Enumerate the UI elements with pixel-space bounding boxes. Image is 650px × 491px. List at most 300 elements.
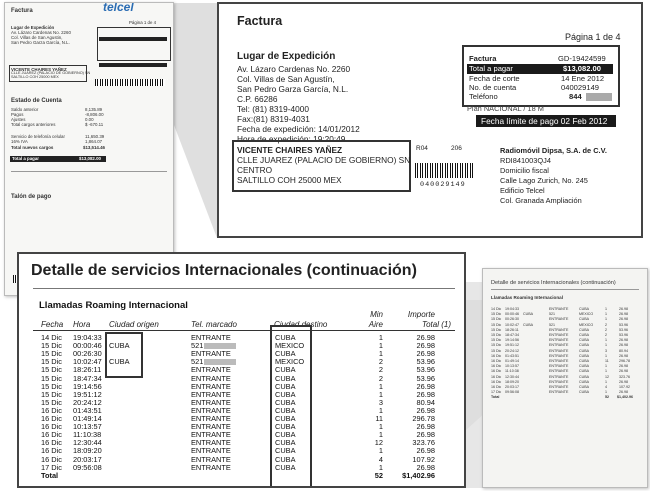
row-min: 1 [378, 462, 383, 472]
row-tel: 521 [191, 342, 236, 350]
thumb-row-cell: ENTRANTE [549, 379, 569, 384]
thumb-row-cell: CUBA [579, 333, 589, 337]
row-importe: 323.76 [412, 438, 435, 448]
thumb-row-cell: 15 Dic [491, 348, 502, 353]
thumb-row-cell: 107.92 [619, 385, 630, 389]
thumb-row-cell: ENTRANTE [549, 348, 569, 353]
thumb-total-bar [99, 37, 167, 41]
thumb-estado-value: 8,135.89 [85, 107, 103, 112]
row-fecha: 17 Dic [41, 462, 62, 472]
thumb-iva-label: 16% IVA [11, 139, 28, 144]
invoice-page-indicator: Página 1 de 4 [565, 32, 621, 42]
thumb-row-cell: CUBA [579, 369, 589, 374]
row-min: 1 [378, 333, 383, 342]
row-hora: 20:03:17 [73, 454, 102, 464]
thumb-total-cell: 52 [605, 395, 609, 400]
row-min: 2 [378, 365, 383, 375]
total-label: Total [41, 470, 59, 480]
row-importe: 26.98 [416, 446, 435, 456]
thumb-row-cell: 19:14:56 [505, 338, 519, 343]
thumb-row-cell: 2 [605, 327, 607, 332]
thumb-total-mes-label: Total nuevos cargos [11, 145, 54, 150]
row-importe: 26.98 [416, 333, 435, 342]
thumb-row-cell: CUBA [579, 359, 589, 363]
thumb-row-cell: CUBA [579, 348, 589, 353]
row-hora: 18:47:34 [73, 373, 102, 383]
thumb-row-cell: 1 [605, 312, 607, 317]
company-line: RDI841003QJ4 [500, 156, 551, 165]
row-min: 1 [378, 430, 383, 440]
thumb-iva-value: 1,864.07 [85, 139, 103, 144]
thumb-row-cell: 12 [605, 374, 609, 379]
thumb-row-cell: CUBA [579, 364, 589, 369]
row-min: 1 [378, 389, 383, 399]
header-rule [33, 330, 455, 331]
detail-thumbnail [482, 268, 648, 488]
row-destino: CUBA [275, 422, 296, 432]
row-min: 1 [378, 349, 383, 359]
row-destino: CUBA [275, 389, 296, 399]
row-fecha: 15 Dic [41, 365, 62, 375]
row-destino: CUBA [275, 381, 296, 391]
thumb-divider [11, 171, 167, 172]
thumb-row-cell: CUBA [579, 343, 589, 348]
row-destino: CUBA [275, 414, 296, 423]
issuer-line: Av. Lázaro Cardenas No. 2260 [237, 64, 351, 74]
thumb-customer-line: SALTILLO COH 25000 MEX [11, 75, 59, 79]
row-importe: 26.98 [416, 405, 435, 415]
issuer-line: C.P. 66286 [237, 94, 278, 104]
thumb-row-cell: 1 [605, 317, 607, 322]
thumb-row-cell: 1 [605, 390, 607, 395]
row-min: 2 [378, 373, 383, 383]
thumb-row-cell: 12:30:44 [505, 374, 519, 379]
row-hora: 18:09:20 [73, 446, 102, 456]
row-tel: ENTRANTE [191, 373, 231, 383]
thumb-row-cell: 26.98 [619, 307, 628, 311]
thumb-issuer-title: Lugar de Expedición [11, 25, 55, 30]
thumb-row-cell: 00:00:46 [505, 312, 519, 317]
row-tel: ENTRANTE [191, 365, 231, 375]
thumb-row-cell: CUBA [579, 307, 589, 311]
summary-label: Fecha de corte [469, 74, 520, 83]
thumb-row-cell: 17 Dic [491, 390, 502, 395]
row-tel: ENTRANTE [191, 454, 231, 464]
thumb-row-cell: 11:10:38 [505, 369, 519, 374]
issuer-line: Col. Villas de San Agustín, [237, 74, 335, 84]
row-destino: CUBA [275, 446, 296, 456]
thumb-summary-box [97, 27, 171, 61]
thumb-row-cell: 53.96 [619, 327, 628, 332]
thumb-total-pagar-value: $13,082.00 [79, 156, 101, 161]
row-hora: 19:14:56 [73, 381, 102, 391]
thumb-row-cell: ENTRANTE [549, 317, 569, 322]
summary-value: 040029149 [561, 83, 600, 92]
thumb-servicio-label: Servicio de telefonía celular [11, 134, 65, 139]
thumb-row-cell: ENTRANTE [549, 359, 569, 363]
row-destino: MEXICO [275, 357, 305, 367]
thumb-total-pagar-label: Total a pagar [12, 156, 39, 161]
thumb-row-cell: 10:13:57 [505, 364, 519, 369]
row-fecha: 16 Dic [41, 405, 62, 415]
thumb-estado-label: Ajustes [11, 117, 26, 122]
thumb-servicio-value: 11,650.39 [85, 134, 105, 139]
thumb-row-cell: 26.98 [619, 343, 628, 348]
thumb-row-cell: 53.96 [619, 333, 628, 337]
row-fecha: 14 Dic [41, 333, 62, 342]
thumb-due-bar [99, 63, 167, 67]
summary-label: Factura [469, 54, 497, 63]
row-tel: ENTRANTE [191, 389, 231, 399]
thumb-issuer-line: Av. Lázaro Cardenas No. 2260 [11, 30, 71, 35]
row-hora: 00:26:30 [73, 349, 102, 359]
company-line: Col. Granada Ampliación [500, 196, 582, 205]
thumb-row-cell: ENTRANTE [549, 385, 569, 389]
thumb-row-cell: 1 [605, 307, 607, 311]
company-name: Radiomóvil Dipsa, S.A. de C.V. [500, 146, 607, 155]
thumb-row-cell: 16 Dic [491, 374, 502, 379]
thumb-row-cell: 4 [605, 385, 607, 389]
thumb-row-cell: 16 Dic [491, 359, 502, 363]
thumb-row-cell: ENTRANTE [549, 374, 569, 379]
row-tel: ENTRANTE [191, 333, 231, 342]
row-tel: ENTRANTE [191, 462, 231, 472]
row-min: 2 [378, 357, 383, 367]
thumb-row-cell: CUBA [523, 322, 533, 327]
row-hora: 01:49:14 [73, 414, 102, 423]
thumb-row-cell: CUBA [579, 317, 589, 322]
col-hora-header: Hora [73, 320, 91, 329]
col-importe-header: Importe [407, 310, 435, 319]
row-min: 12 [374, 438, 383, 448]
row-importe: 26.98 [416, 462, 435, 472]
thumb-row-cell: 1 [605, 379, 607, 384]
col-fecha-header: Fecha [41, 320, 64, 329]
customer-line: CLLE JUAREZ (PALACIO DE GOBIERNO) SN [237, 155, 411, 165]
thumb-row-cell: 53.96 [619, 322, 628, 327]
thumb-row-cell: CUBA [579, 353, 589, 358]
thumb-estado-value: -8,806.00 [85, 112, 104, 117]
invoice-title: Factura [237, 14, 283, 28]
issuer-line: Fax:(81) 8319-4031 [237, 114, 310, 124]
row-fecha: 15 Dic [41, 373, 62, 383]
thumb-row-cell: 16 Dic [491, 364, 502, 369]
issuer-line: Tel: (81) 8319-4000 [237, 104, 309, 114]
thumb-row-cell: 01:49:14 [505, 359, 519, 363]
row-fecha: 15 Dic [41, 397, 62, 407]
thumb-issuer-line: San Pedro Garza García, N.L. [11, 40, 70, 45]
row-destino: CUBA [275, 462, 296, 472]
row-destino: CUBA [275, 373, 296, 383]
row-tel: ENTRANTE [191, 438, 231, 448]
thumb-title: Factura [11, 8, 33, 14]
row-fecha: 15 Dic [41, 389, 62, 399]
thumb-row-cell: 26.98 [619, 353, 628, 358]
row-min: 3 [378, 397, 383, 407]
row-hora: 10:13:57 [73, 422, 102, 432]
thumb-row-cell: 26.98 [619, 364, 628, 369]
col-total-header: Total (1) [421, 320, 451, 329]
issuer-line: Hora de expedición: 19:20:49 [237, 134, 346, 144]
thumb-row-cell: 09:56:08 [505, 390, 519, 395]
company-line: Domicilio fiscal [500, 166, 549, 175]
thumb-row-cell: CUBA [579, 338, 589, 343]
row-destino: CUBA [275, 405, 296, 415]
row-origen: CUBA [109, 341, 130, 351]
thumb-estado-value: 0.00 [85, 117, 94, 122]
thumb-issuer-line: Col. Villas de San Agustin, [11, 35, 63, 40]
row-importe: 26.98 [416, 349, 435, 359]
row-hora: 12:30:44 [73, 438, 102, 448]
row-hora: 19:04:33 [73, 333, 102, 342]
thumb-row-cell: 26.98 [619, 312, 628, 317]
thumb-barcode [95, 79, 165, 86]
thumb-detail-title: Detalle de servicios Internacionales (continuación) [491, 280, 616, 286]
issuer-line: San Pedro Garza García, N.L. [237, 84, 349, 94]
row-hora: 20:24:12 [73, 397, 102, 407]
thumb-row-cell: 521 [549, 322, 555, 327]
row-importe: 53.96 [416, 373, 435, 383]
row-importe: 53.96 [416, 357, 435, 367]
thumb-row-cell: ENTRANTE [549, 353, 569, 358]
total-importe: $1,402.96 [402, 470, 435, 480]
row-min: 11 [375, 414, 383, 423]
thumb-row-cell: MEXICO [579, 322, 594, 327]
thumb-row-cell: 10:02:47 [505, 322, 519, 327]
row-importe: 107.92 [412, 454, 435, 464]
row-fecha: 16 Dic [41, 438, 62, 448]
detail-title: Detalle de servicios Internacionales (continuación) [31, 262, 417, 279]
row-min: 1 [378, 341, 383, 351]
thumb-row-cell: ENTRANTE [549, 333, 569, 337]
title-rule [33, 288, 455, 289]
code-r04: R04 [416, 145, 428, 152]
row-hora: 18:26:11 [73, 365, 102, 375]
thumb-row-cell: CUBA [579, 327, 589, 332]
thumb-row-cell: 15 Dic [491, 327, 502, 332]
col-aire-header: Aire [368, 320, 383, 329]
thumb-row-cell: 18:47:34 [505, 333, 519, 337]
thumb-row-cell: CUBA [579, 385, 589, 389]
thumb-row-cell: 296.78 [619, 359, 630, 363]
thumb-row-cell: 16 Dic [491, 353, 502, 358]
row-destino: CUBA [275, 397, 296, 407]
row-importe: 296.78 [412, 414, 435, 423]
barcode-number: 040029149 [420, 181, 466, 189]
issuer-line: Fecha de expedición: 14/01/2012 [237, 124, 360, 134]
detail-subtitle: Llamadas Roaming Internacional [39, 300, 188, 311]
row-destino: CUBA [275, 438, 296, 448]
summary-value: 14 Ene 2012 [561, 74, 605, 83]
thumb-row-cell: 18:26:11 [505, 327, 519, 332]
row-tel: ENTRANTE [191, 422, 231, 432]
thumb-row-cell: ENTRANTE [549, 369, 569, 374]
row-hora: 11:10:38 [73, 430, 102, 440]
thumb-row-cell: 15 Dic [491, 312, 502, 317]
thumb-row-cell: ENTRANTE [549, 364, 569, 369]
row-importe: 80.94 [416, 397, 435, 407]
row-fecha: 15 Dic [41, 357, 62, 367]
thumb-row-cell: 3 [605, 348, 607, 353]
origen-highlight-box [105, 332, 143, 378]
thumb-row-cell: MEXICO [579, 312, 594, 317]
thumb-row-cell: 15 Dic [491, 317, 502, 322]
thumb-row-cell: 15 Dic [491, 338, 502, 343]
thumb-row-cell: 2 [605, 322, 607, 327]
row-importe: 26.98 [416, 430, 435, 440]
thumb-row-cell: 1 [605, 353, 607, 358]
row-fecha: 16 Dic [41, 430, 62, 440]
row-importe: 26.98 [416, 381, 435, 391]
total-a-pagar-value: $13,082.00 [563, 64, 602, 73]
customer-line: SALTILLO COH 25000 MEX [237, 175, 342, 185]
thumb-row-cell: 18:09:20 [505, 379, 519, 384]
row-destino: CUBA [275, 349, 296, 359]
row-min: 1 [378, 381, 383, 391]
row-tel: ENTRANTE [191, 381, 231, 391]
row-tel: ENTRANTE [191, 446, 231, 456]
address-barcode [415, 163, 473, 178]
thumb-customer-line: CLLE JUAREZ (PALACIO DE GOBIERNO) SN [11, 71, 91, 75]
thumb-row-cell: 1 [605, 369, 607, 374]
row-hora: 01:43:51 [73, 405, 102, 415]
row-destino: CUBA [275, 333, 296, 342]
thumb-page: Página 1 de 4 [129, 20, 157, 25]
thumb-row-cell: ENTRANTE [549, 343, 569, 348]
thumb-row-cell: 15 Dic [491, 343, 502, 348]
telcel-logo: telcel [103, 2, 134, 14]
thumb-row-cell: 20:24:12 [505, 348, 519, 353]
customer-line: CENTRO [237, 165, 273, 175]
row-hora: 10:02:47 [73, 357, 102, 367]
thumb-row-cell: 2 [605, 333, 607, 337]
thumb-row-cell: 521 [549, 312, 555, 317]
thumb-row-cell: 26.98 [619, 379, 628, 384]
col-tel-header: Tel. marcado [191, 320, 237, 329]
thumb-estado-label: Saldo anterior [11, 107, 39, 112]
thumb-talon-title: Talón de pago [11, 194, 52, 200]
row-hora: 00:00:46 [73, 341, 102, 351]
thumb-row-cell: 15 Dic [491, 333, 502, 337]
company-line: Edificio Telcel [500, 186, 545, 195]
row-tel: ENTRANTE [191, 430, 231, 440]
due-date-text: Fecha límite de pago 02 Feb 2012 [481, 116, 608, 126]
thumb-row-cell: 19:04:33 [505, 307, 519, 311]
row-tel: ENTRANTE [191, 397, 231, 407]
thumb-row-cell: 26.98 [619, 390, 628, 395]
row-min: 4 [378, 454, 383, 464]
row-fecha: 15 Dic [41, 341, 62, 351]
thumb-row-cell: 19:51:12 [505, 343, 519, 348]
thumb-customer-name: VICENTE CHAIRES YAÑEZ [11, 67, 67, 72]
summary-label: No. de cuenta [469, 83, 517, 92]
row-hora: 09:56:08 [73, 462, 102, 472]
row-importe: 26.98 [416, 422, 435, 432]
thumb-row-cell: 80.94 [619, 348, 628, 353]
row-destino: CUBA [275, 365, 296, 375]
col-destino-header: Ciudad destino [274, 320, 328, 329]
thumb-row-cell: 323.76 [619, 374, 630, 379]
thumb-row-cell: 20:03:17 [505, 385, 519, 389]
plan-line: Plan NACIONAL / 18 M [467, 104, 544, 113]
issuer-title: Lugar de Expedición [237, 51, 336, 62]
destino-highlight-box [270, 325, 312, 488]
row-min: 1 [378, 446, 383, 456]
row-min: 1 [378, 422, 383, 432]
row-tel: ENTRANTE [191, 414, 231, 423]
row-tel: ENTRANTE [191, 405, 231, 415]
row-fecha: 15 Dic [41, 349, 62, 359]
row-hora: 19:51:12 [73, 389, 102, 399]
row-min: 1 [378, 405, 383, 415]
total-min: 52 [374, 470, 383, 480]
thumb-row-cell: ENTRANTE [549, 390, 569, 395]
thumb-row-cell: CUBA [579, 379, 589, 384]
thumb-total-cell: Total [491, 395, 500, 400]
row-fecha: 16 Dic [41, 454, 62, 464]
row-fecha: 16 Dic [41, 446, 62, 456]
thumb-row-cell: 16 Dic [491, 369, 502, 374]
thumb-estado-title: Estado de Cuenta [11, 98, 62, 104]
total-a-pagar-label: Total a pagar [469, 64, 513, 73]
row-origen: CUBA [109, 357, 130, 367]
phone-prefix: 844 [569, 92, 582, 101]
thumb-row-cell: 1 [605, 338, 607, 343]
customer-name: VICENTE CHAIRES YAÑEZ [237, 145, 343, 155]
thumb-detail-subtitle: Llamadas Roaming Internacional [491, 295, 563, 300]
detail-zoom-panel [17, 252, 466, 488]
thumb-row-cell: ENTRANTE [549, 307, 569, 311]
thumb-row-cell: 26.98 [619, 338, 628, 343]
thumb-estado-label: Pagos [11, 112, 24, 117]
row-fecha: 16 Dic [41, 422, 62, 432]
invoice-zoom-panel [217, 2, 643, 238]
thumb-row-cell: 1 [605, 364, 607, 369]
row-destino: MEXICO [275, 341, 305, 351]
phone-redacted [586, 93, 612, 101]
thumb-total-mes-value: $13,514.46 [83, 145, 105, 150]
thumb-estado-label: Total cargos anteriores [11, 122, 56, 127]
thumb-detail-rule [491, 289, 639, 290]
thumb-row-cell: CUBA [579, 390, 589, 395]
row-fecha: 16 Dic [41, 414, 62, 423]
thumb-estado-value: $ -670.11 [85, 122, 104, 127]
thumb-row-cell: 1 [605, 343, 607, 348]
thumb-row-cell: ENTRANTE [549, 338, 569, 343]
row-tel: ENTRANTE [191, 349, 231, 359]
col-min-header: Min [370, 310, 383, 319]
thumb-row-cell: 01:43:51 [505, 353, 519, 358]
row-tel: 521 [191, 358, 236, 366]
row-importe: 53.96 [416, 365, 435, 375]
col-origen-header: Ciudad origen [109, 320, 159, 329]
thumb-row-cell: 16 Dic [491, 385, 502, 389]
thumb-row-cell: 11 [605, 359, 609, 363]
row-importe: 26.98 [416, 389, 435, 399]
code-206: 206 [451, 145, 462, 152]
thumb-row-cell: ENTRANTE [549, 327, 569, 332]
thumb-row-cell: 16 Dic [491, 379, 502, 384]
summary-label: Teléfono [469, 92, 498, 101]
thumb-row-cell: 00:26:30 [505, 317, 519, 322]
summary-value: GD-19424599 [558, 54, 606, 63]
thumb-total-cell: $1,402.96 [617, 395, 633, 400]
company-line: Calle Lago Zurich, No. 245 [500, 176, 588, 185]
row-fecha: 15 Dic [41, 381, 62, 391]
thumb-row-cell: 14 Dic [491, 307, 502, 311]
thumb-row-cell: 26.98 [619, 317, 628, 322]
thumb-row-cell: 15 Dic [491, 322, 502, 327]
